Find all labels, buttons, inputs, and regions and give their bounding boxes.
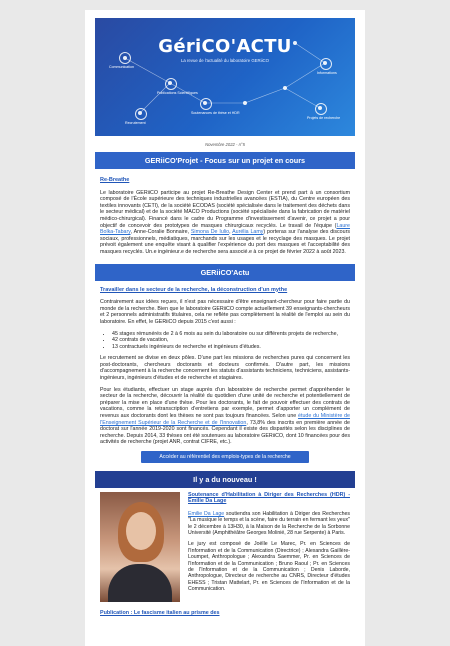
article-paragraph: [100, 387, 350, 446]
banner-label-recrutement: Recrutement: [125, 121, 146, 125]
article-title-recherche[interactable]: Travailler dans le secteur de la recherche, la déconstruction d'un mythe: [100, 286, 288, 293]
article-title-re-breathe[interactable]: Re-Breathe: [100, 177, 130, 183]
link-aurelia-lamy[interactable]: Aurélia Lamy: [232, 229, 264, 236]
link-emilie-da-lage[interactable]: Emilie Da Lage: [188, 510, 225, 517]
article-paragraph: Contrairement aux idées reçues, il n'est pas nécessaire d'être enseignant-chercheur pour faire partie du monde de la recherche. Bien que le laboratoire GERiiCO compte actuellement 39 enseignants-chercheurs et 2 personnels administratifs titulaires, cela ne reflète pas complètement la réalité de l'emploi au sein du laboratoire. En effet, le GERiiCO depuis 2015 c'est aussi :: [100, 299, 350, 325]
portrait-photo: [100, 492, 180, 602]
hdr-title[interactable]: Soutenance d'Habilitation à Diriger des Recherches (HDR) - Emilie Da Lage: [188, 492, 350, 505]
soutenances-icon: [200, 98, 212, 110]
banner-label-communication: Communication: [109, 65, 134, 69]
issue-date: Novembre 2022 - n°5: [205, 142, 245, 147]
banner-label-informations: Informations: [317, 71, 337, 75]
text: soutiendra son Habilitation à Diriger des Recherches "La musique le temps et la scène, faire du terrain en fermant les yeux" le 2 décembre à 13H30, à la Maison de la Recherche de la Sorbonne Université (Amphithéâtre Georges Molinié, 28 rue Serpente) à Paris.: [188, 510, 350, 537]
portrait-shirt: [108, 564, 172, 602]
section-projet-content: [100, 177, 350, 256]
jury-paragraph: Le jury est composé de Joëlle Le Marec, Pr. en Sciences de l'Information et de la Communication (Directrice) ; Alexandra Gaillère-Loumpet, Anthropologue ; Alexandra Saemmer, Pr. en Sciences de l'Information et de la Communication ; Bruno Raoul ; Pr. en Sciences de l'Information et de la Communication ; Denis Laborde, Anthropologue, Directeur de recherche au CNRS, Directeur d'études EHESS ; Tristan Mattelart, Pr. en Sciences de l'Information et de la Communication.: [188, 541, 350, 593]
list-item: • 42 contrats de vacation,: [112, 337, 350, 344]
section-heading-nouveau: Il y a du nouveau !: [95, 471, 355, 488]
projets-icon: [315, 103, 327, 115]
publications-icon: [165, 78, 177, 90]
text: ,: [229, 229, 233, 236]
hdr-announcement: [100, 492, 350, 602]
newsletter: [85, 10, 365, 646]
newsletter-logo: GériCO'ACTU: [158, 36, 292, 57]
article-paragraph: Le recrutement se divise en deux pôles. D'une part les missions de recherches pures qui concernent les post-doctorants, chercheurs doctorants et docteurs confirmés. D'autre part, les missions d'accompagnement à la recherche concernent les statuts d'assistants techniciens, techniciens, assistants-ingénieurs, ingénieurs d'études et de recherche et stagiaires.: [100, 355, 350, 382]
text: ) porteras sur l'analyse des discours sociaux, professionnels, médiatiques, marchands sur les usages et le recyclage des masques. Le projet prévoit également une enquête visant à qualifier l'expérience du port des masques et l'acceptabilité des masques recyclés. Un.e ingénieur.e de recherche sera associé.e à ce projet de février 2022 à août 2023.: [100, 229, 350, 255]
article-paragraph: [100, 190, 350, 256]
section-heading-projet: GERiiCO'Projet - Focus sur un projet en cours: [95, 152, 355, 169]
hdr-paragraph: [188, 511, 350, 537]
text: , 73,8% des inscrits en première année de doctorat sur l'année 2019-2020 sont financés. Cependant il existe des disparités selon les disciplines de recherche. Depuis 2014, 33 thèses ont été soutenues au laboratoire GERiiCO, dont 10 financées pour des activités de recherche (projet ANR, contrat CIFRE, etc.).: [100, 419, 350, 446]
banner-label-soutenances: Soutenances de thèse et HDR: [191, 111, 240, 115]
link-laure-bolka-tabary[interactable]: Laure Bolka-Tabary: [100, 222, 350, 236]
text: , Anne-Coralie Bonnaire,: [130, 229, 191, 236]
newsletter-tagline: La revue de l'actualité du laboratoire GERiiCO: [181, 58, 269, 63]
recrutement-icon: [135, 108, 147, 120]
referentiel-button[interactable]: Accéder au référentiel des emplois-types de la recherche: [141, 451, 309, 463]
publication-title[interactable]: Publication : Le fascisme italien au prisme des: [100, 610, 220, 616]
header-banner: [95, 18, 355, 136]
text: Le laboratoire GERiiCO participe au projet Re-Breathe Design Center et prend part à un consortium composé de l'École supérieure des techniques industrielles avancées (ESTIA), du Centre européen des textiles innovants (CETI), de la société ECODAS (société spécialisée dans le traitement des déchets dans le secteur médical) et de la société MACO Productions (société spécialisée dans la fabrication de matériel médico-chirurgical). Financé dans le cadre du Programme d'investissement d'avenir, ce projet a pour objectif de concevoir des prototypes de masques chirurgicaux recyclés. Le travail de l'équipe (: [100, 189, 350, 229]
list-item: • 45 stages rémunérés de 2 à 6 mois au sein du laboratoire ou sur différents projets de recherche,: [112, 331, 350, 338]
link-etude-ministere[interactable]: étude du Ministère de l'Enseignement Supérieur de la Recherche et de l'Innovation: [100, 413, 350, 426]
portrait-face: [126, 512, 156, 550]
stats-list: [100, 331, 350, 351]
section-heading-actu: GERiiCO'Actu: [95, 264, 355, 281]
banner-label-publications: Publications Scientifiques: [157, 91, 198, 95]
link-simona-de-iulio[interactable]: Simona De Iulio: [190, 229, 230, 236]
section-actu-content: [100, 287, 350, 463]
banner-label-projets: Projets de recherche: [307, 116, 341, 120]
text: Pour les étudiants, effectuer un stage auprès d'un laboratoire de recherche permet d'appréhender le secteur de la recherche, découvrir la réalité du quotidien d'une unité de recherche et potentiellement de préparer la mise en place d'une thèse. Pour les doctorants, le fait de pouvoir effectuer des contrats de vacations, comme la retranscription d'entretiens par exemple, permet d'apporter un complément de revenus aux doctorants dont les thèses ne sont pas toujours financées. Selon une: [100, 386, 350, 420]
hdr-text: [188, 492, 350, 602]
list-item: • 13 contractuels ingénieurs de recherche et ingénieurs d'études.: [112, 344, 350, 351]
